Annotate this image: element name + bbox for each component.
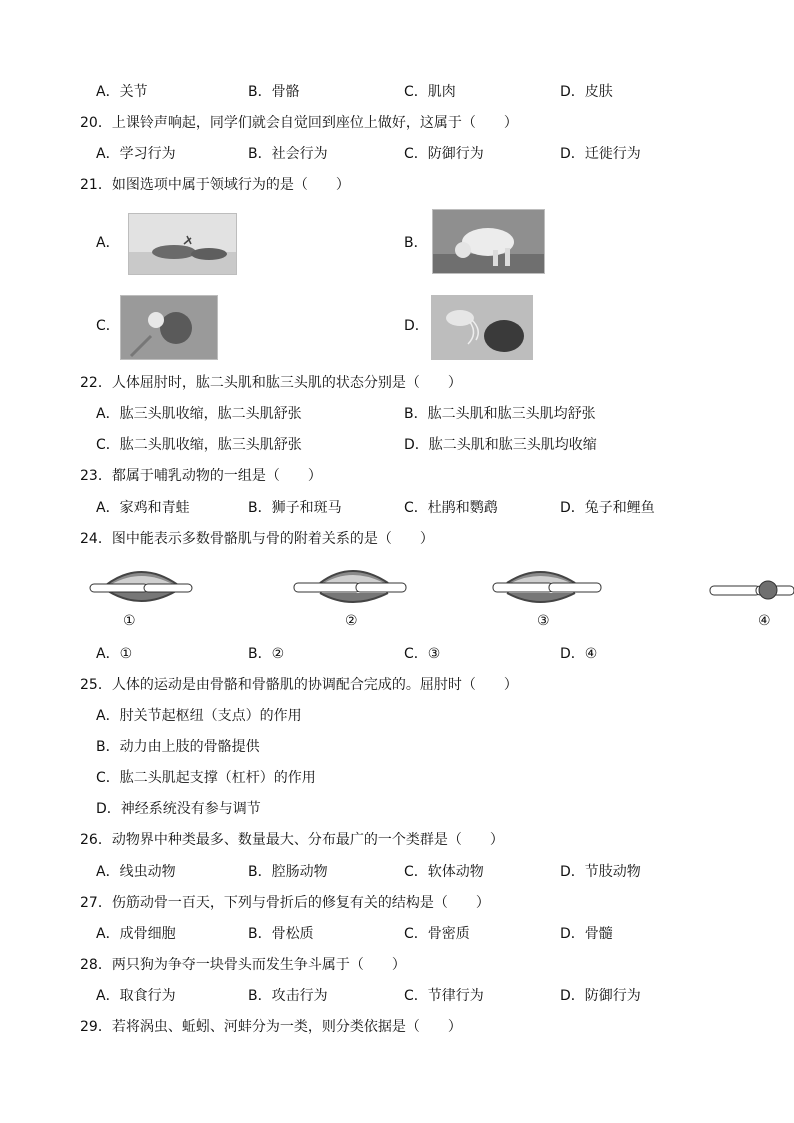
figure-label: ① <box>123 613 136 629</box>
option-b[interactable]: B．骨松质 <box>248 926 314 942</box>
question-stem: 21．如图选项中属于领域行为的是（ ） <box>80 177 350 193</box>
option-d[interactable]: D．骨髓 <box>560 926 613 942</box>
muscle-bone-diagram-3 <box>485 565 605 610</box>
muscle-bone-diagram-1 <box>86 565 196 610</box>
option-a[interactable]: A．取食行为 <box>96 988 176 1004</box>
option-b[interactable]: B．② <box>248 646 285 662</box>
option-d[interactable]: D．皮肤 <box>560 84 613 100</box>
option-c[interactable]: C．肱二头肌收缩，肱三头肌舒张 <box>96 437 302 453</box>
option-b[interactable]: B．社会行为 <box>248 146 328 162</box>
question-stem: 25．人体的运动是由骨骼和骨骼肌的协调配合完成的。屈肘时（ ） <box>80 677 518 693</box>
question-stem: 26．动物界中种类最多、数量最大、分布最广的一个类群是（ ） <box>80 832 504 848</box>
figure-label: ③ <box>537 613 550 629</box>
option-a[interactable]: A．家鸡和青蛙 <box>96 500 190 516</box>
option-a[interactable]: A．学习行为 <box>96 146 176 162</box>
insect-on-flower-photo <box>120 295 218 360</box>
question-stem: 24．图中能表示多数骨骼肌与骨的附着关系的是（ ） <box>80 531 434 547</box>
option-a[interactable]: A．成骨细胞 <box>96 926 176 942</box>
option-d[interactable]: D．防御行为 <box>560 988 641 1004</box>
question-stem: 20．上课铃声响起，同学们就会自觉回到座位上做好，这属于（ ） <box>80 115 518 131</box>
option-a[interactable]: A．① <box>96 646 133 662</box>
option-c[interactable]: C．防御行为 <box>404 146 484 162</box>
question-stem: 23．都属于哺乳动物的一组是（ ） <box>80 468 322 484</box>
option-c[interactable]: C．肌肉 <box>404 84 456 100</box>
question-stem: 29．若将涡虫、蚯蚓、河蚌分为一类，则分类依据是（ ） <box>80 1019 462 1035</box>
option-c[interactable]: C． <box>96 318 120 334</box>
option-d[interactable]: D．迁徙行为 <box>560 146 641 162</box>
dog-sniffing-photo <box>432 209 545 274</box>
option-b[interactable]: B． <box>404 235 428 251</box>
question-stem: 27．伤筋动骨一百天，下列与骨折后的修复有关的结构是（ ） <box>80 895 490 911</box>
option-d[interactable]: D．节肢动物 <box>560 864 641 880</box>
deer-fighting-photo <box>128 213 237 275</box>
question-stem: 22．人体屈肘时，肱二头肌和肱三头肌的状态分别是（ ） <box>80 375 462 391</box>
option-d[interactable]: D．肱二头肌和肱三头肌均收缩 <box>404 437 597 453</box>
option-a[interactable]: A．肘关节起枢纽（支点）的作用 <box>96 708 302 724</box>
option-d[interactable]: D．神经系统没有参与调节 <box>96 801 261 817</box>
option-a[interactable]: A． <box>96 235 120 251</box>
option-d[interactable]: D．④ <box>560 646 598 662</box>
option-c[interactable]: C．③ <box>404 646 441 662</box>
option-a[interactable]: A．关节 <box>96 84 148 100</box>
squid-ink-photo <box>431 295 533 360</box>
figure-label: ④ <box>758 613 771 629</box>
option-b[interactable]: B．动力由上肢的骨骼提供 <box>96 739 260 755</box>
question-stem: 28．两只狗为争夺一块骨头而发生争斗属于（ ） <box>80 957 406 973</box>
figure-label: ② <box>345 613 358 629</box>
option-d[interactable]: D．兔子和鲤鱼 <box>560 500 655 516</box>
option-c[interactable]: C．肱二头肌起支撑（杠杆）的作用 <box>96 770 316 786</box>
option-c[interactable]: C．杜鹃和鹦鹉 <box>404 500 498 516</box>
option-d[interactable]: D． <box>404 318 429 334</box>
option-a[interactable]: A．线虫动物 <box>96 864 176 880</box>
option-c[interactable]: C．骨密质 <box>404 926 470 942</box>
option-b[interactable]: B．骨骼 <box>248 84 300 100</box>
option-a[interactable]: A．肱三头肌收缩，肱二头肌舒张 <box>96 406 302 422</box>
muscle-bone-diagram-2 <box>290 565 410 610</box>
option-b[interactable]: B．腔肠动物 <box>248 864 328 880</box>
option-c[interactable]: C．软体动物 <box>404 864 484 880</box>
option-b[interactable]: B．攻击行为 <box>248 988 328 1004</box>
option-b[interactable]: B．肱二头肌和肱三头肌均舒张 <box>404 406 596 422</box>
option-b[interactable]: B．狮子和斑马 <box>248 500 342 516</box>
option-c[interactable]: C．节律行为 <box>404 988 484 1004</box>
muscle-bone-diagram-4 <box>708 570 794 610</box>
